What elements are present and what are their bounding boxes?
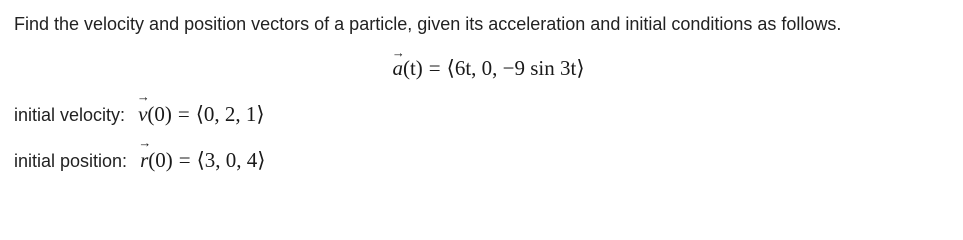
acceleration-expression (378, 45, 585, 80)
acceleration-argument: (t) (402, 56, 423, 80)
initial-position-argument: (0) (148, 148, 173, 172)
initial-velocity-expression (136, 89, 265, 126)
acceleration-value: ⟨6t, 0, −9 sin 3t⟩ (446, 56, 585, 80)
initial-position-label: initial position: (14, 151, 128, 171)
position-vector-symbol: → r (138, 135, 152, 172)
equals-sign: = (177, 102, 190, 126)
initial-position-value: ⟨3, 0, 4⟩ (196, 148, 266, 172)
initial-velocity-row (14, 89, 265, 129)
equals-sign: = (428, 56, 441, 80)
vector-arrow-icon: → (391, 45, 405, 60)
initial-velocity-value: ⟨0, 2, 1⟩ (195, 102, 265, 126)
velocity-vector-symbol: → v (136, 89, 150, 126)
initial-position-row (14, 135, 266, 175)
initial-velocity-argument: (0) (147, 102, 172, 126)
problem-prompt: Find the velocity and position vectors of a particle, given its acceleration and initial conditions as follows. (14, 14, 842, 34)
equals-sign: = (178, 148, 191, 172)
acceleration-equation (0, 45, 963, 81)
initial-velocity-label: initial velocity: (14, 105, 126, 125)
vector-arrow-icon: → (136, 89, 150, 104)
acceleration-vector-symbol: → a (391, 45, 405, 80)
initial-position-expression (138, 135, 266, 172)
vector-arrow-icon: → (138, 135, 152, 150)
